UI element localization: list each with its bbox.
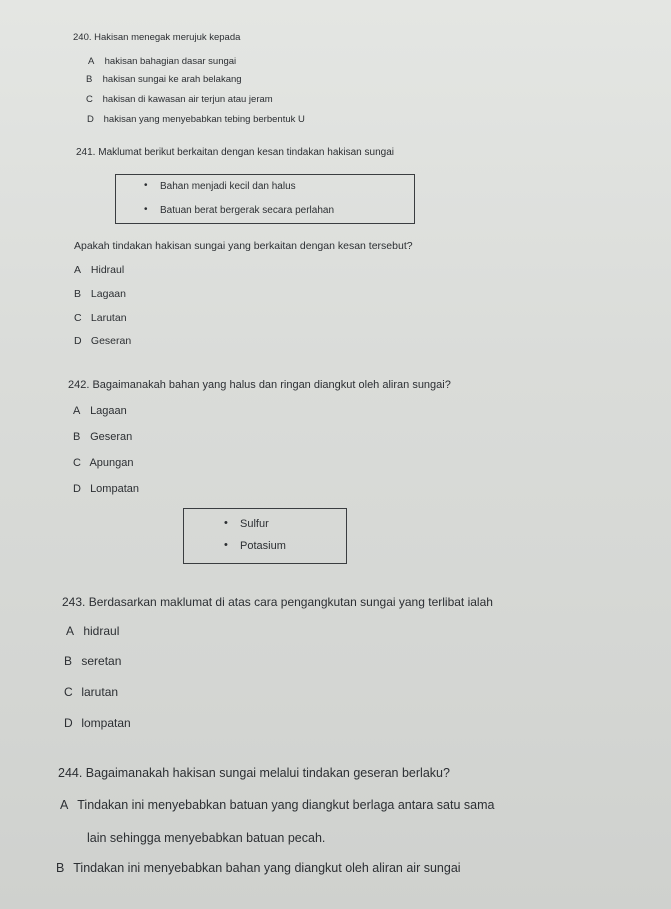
option-text: Hidraul: [90, 264, 125, 276]
option-text: Lagaan: [90, 288, 126, 300]
option-text: hidraul: [83, 624, 120, 638]
option-text: hakisan bahagian dasar sungai: [104, 56, 237, 67]
option-label: A: [74, 264, 82, 276]
option-label: C: [73, 457, 81, 469]
option-text: seretan: [81, 654, 122, 668]
q240-option-a[interactable]: [88, 56, 236, 67]
option-text: Lagaan: [90, 405, 127, 417]
option-label: A: [60, 798, 69, 812]
option-label: B: [64, 654, 73, 668]
question-243-stem: 243. Berdasarkan maklumat di atas cara pengangkutan sungai yang terlibat ialah: [62, 595, 493, 609]
option-text: lompatan: [81, 716, 131, 730]
option-label: C: [64, 685, 73, 699]
q241-option-d[interactable]: [74, 335, 131, 347]
option-label: D: [73, 483, 81, 495]
option-text: Tindakan ini menyebabkan bahan yang diangkut oleh aliran air sungai: [73, 861, 461, 875]
option-label: B: [86, 74, 93, 85]
option-text: larutan: [81, 685, 119, 699]
option-label: D: [64, 716, 73, 730]
option-label: B: [74, 288, 82, 300]
q242-option-b[interactable]: [73, 431, 132, 443]
info-box-item: • Sulfur: [240, 518, 269, 530]
option-text: Larutan: [90, 312, 127, 324]
info-box-item: • Bahan menjadi kecil dan halus: [160, 181, 296, 192]
option-label: A: [73, 405, 81, 417]
q240-option-d[interactable]: [87, 114, 305, 125]
option-label: A: [66, 624, 75, 638]
q241-option-a[interactable]: [74, 264, 124, 276]
info-box-item: • Batuan berat bergerak secara perlahan: [160, 205, 334, 216]
option-text: Apungan: [89, 457, 134, 469]
option-label: B: [73, 431, 81, 443]
q242-option-a[interactable]: [73, 405, 127, 417]
option-text: Tindakan ini menyebabkan batuan yang diangkut berlaga antara satu sama: [77, 798, 495, 812]
q242-option-c[interactable]: [73, 457, 134, 469]
question-242-stem: 242. Bagaimanakah bahan yang halus dan ringan diangkut oleh aliran sungai?: [68, 379, 451, 391]
option-text: Geseran: [90, 431, 133, 443]
option-text: hakisan sungai ke arah belakang: [102, 74, 242, 85]
option-label: A: [88, 56, 95, 67]
option-text: hakisan di kawasan air terjun atau jeram: [102, 94, 273, 105]
option-text: hakisan yang menyebabkan tebing berbentuk U: [103, 114, 305, 125]
option-label: D: [87, 114, 94, 125]
q244-option-a[interactable]: [60, 798, 494, 812]
question-244-stem: 244. Bagaimanakah hakisan sungai melalui tindakan geseran berlaku?: [58, 766, 450, 780]
q243-option-c[interactable]: [64, 685, 118, 699]
q244-option-b[interactable]: [56, 861, 461, 875]
q241-option-b[interactable]: [74, 288, 126, 300]
option-label: D: [74, 335, 82, 347]
q243-option-d[interactable]: [64, 716, 131, 730]
info-box-243: [183, 508, 347, 564]
info-box-241: [115, 174, 415, 224]
option-label: C: [86, 94, 93, 105]
info-box-item: • Potasium: [240, 540, 286, 552]
q240-option-c[interactable]: [86, 94, 273, 105]
q241-option-c[interactable]: [74, 312, 127, 324]
q242-option-d[interactable]: [73, 483, 139, 495]
q244-option-a-continued: lain sehingga menyebabkan batuan pecah.: [87, 831, 326, 845]
question-241-prompt: Apakah tindakan hakisan sungai yang berkaitan dengan kesan tersebut?: [74, 240, 413, 252]
option-text: Lompatan: [90, 483, 139, 495]
q243-option-b[interactable]: [64, 654, 121, 668]
option-label: C: [74, 312, 82, 324]
option-text: Geseran: [90, 335, 132, 347]
question-240-stem: 240. Hakisan menegak merujuk kepada: [73, 32, 241, 43]
q243-option-a[interactable]: [66, 624, 119, 638]
option-label: B: [56, 861, 65, 875]
q240-option-b[interactable]: [86, 74, 242, 85]
question-241-stem: 241. Maklumat berikut berkaitan dengan kesan tindakan hakisan sungai: [76, 147, 394, 158]
